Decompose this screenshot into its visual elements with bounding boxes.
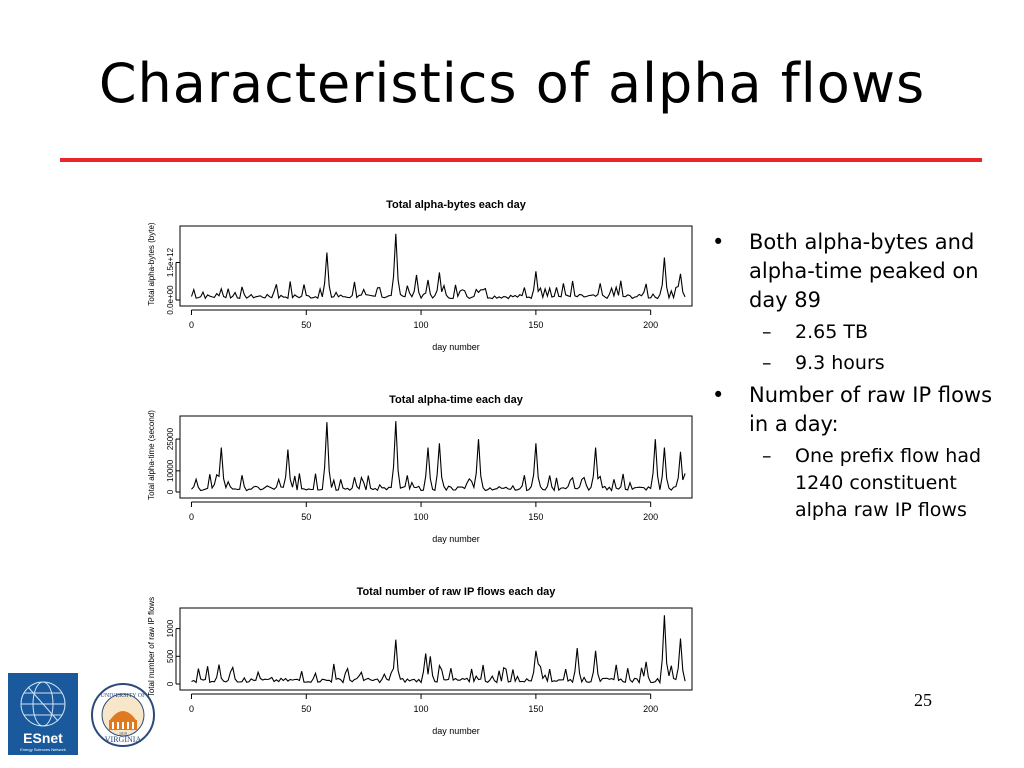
esnet-logo [8,673,78,755]
x-axis-label: day number [432,342,480,352]
bullet-list [712,228,1012,528]
charts-panel [140,188,700,758]
x-tick-label: 100 [413,704,429,714]
y-tick-label: 0 [166,489,175,495]
chart-title: Total number of raw IP flows each day [356,586,556,598]
sub-bullet-text: One prefix flow had 1240 constituent alpha raw IP flows [795,445,982,521]
title-underline [60,158,982,162]
sub-bullet-dash: – [762,321,772,343]
sub-bullet-dash: – [762,352,772,374]
chart-title: Total alpha-time each day [389,394,523,406]
bullet-item [712,381,1012,439]
y-axis-label: Total alpha-bytes (byte) [147,222,156,306]
x-axis-label: day number [432,534,480,544]
chart-title: Total alpha-bytes each day [386,199,526,211]
y-tick-label: 1.5e+12 [166,247,175,278]
chart-3 [147,586,692,736]
uva-bottom-text: VIRGINIA [104,735,142,744]
series-line [192,234,686,299]
sub-bullet-dash: – [762,445,772,467]
x-tick-label: 50 [301,704,312,714]
y-tick-label: 500 [166,649,175,663]
x-tick-label: 200 [643,512,659,522]
bullet-text: Number of raw IP flows in a day: [749,383,993,436]
x-tick-label: 100 [413,512,429,522]
sub-bullet-item [712,443,1012,524]
x-tick-label: 200 [643,320,659,330]
x-tick-label: 0 [188,320,194,330]
sub-bullet-text: 2.65 TB [795,321,868,343]
x-tick-label: 200 [643,704,659,714]
x-tick-label: 0 [188,512,194,522]
y-tick-label: 0.0e+00 [166,285,175,315]
x-axis-label: day number [432,726,480,736]
x-tick-label: 50 [301,320,312,330]
x-tick-label: 150 [528,512,544,522]
x-tick-label: 100 [413,320,429,330]
y-axis-label: Total number of raw IP flows [147,596,156,698]
y-tick-label: 1000 [166,619,175,638]
x-tick-label: 150 [528,704,544,714]
x-tick-label: 0 [188,704,194,714]
esnet-tagline: Energy Sciences Network [20,747,66,752]
bullet-item [712,228,1012,315]
chart-1 [147,199,692,352]
y-tick-label: 25000 [166,427,175,451]
uva-top-text: UNIVERSITY OF [100,693,146,699]
uva-year-text: 1819 [119,731,127,736]
page-number: 25 [914,690,932,710]
y-tick-label: 0 [166,681,175,687]
sub-bullet-text: 9.3 hours [795,352,885,374]
y-axis-label: Total alpha-time (second) [147,410,156,500]
bullet-dot: • [712,383,725,407]
sub-bullet-item [712,350,1012,377]
series-line [192,421,686,491]
series-line [192,615,686,682]
esnet-name: ESnet [23,730,63,746]
slide-title: Characteristics of alpha flows [98,52,926,115]
uva-seal-logo [90,682,156,748]
bullet-dot: • [712,230,725,254]
x-tick-label: 50 [301,512,312,522]
y-tick-label: 10000 [166,459,175,482]
x-tick-label: 150 [528,320,544,330]
sub-bullet-item [712,319,1012,346]
bullet-text: Both alpha-bytes and alpha-time peaked on day 89 [749,230,979,312]
chart-2 [147,394,692,544]
